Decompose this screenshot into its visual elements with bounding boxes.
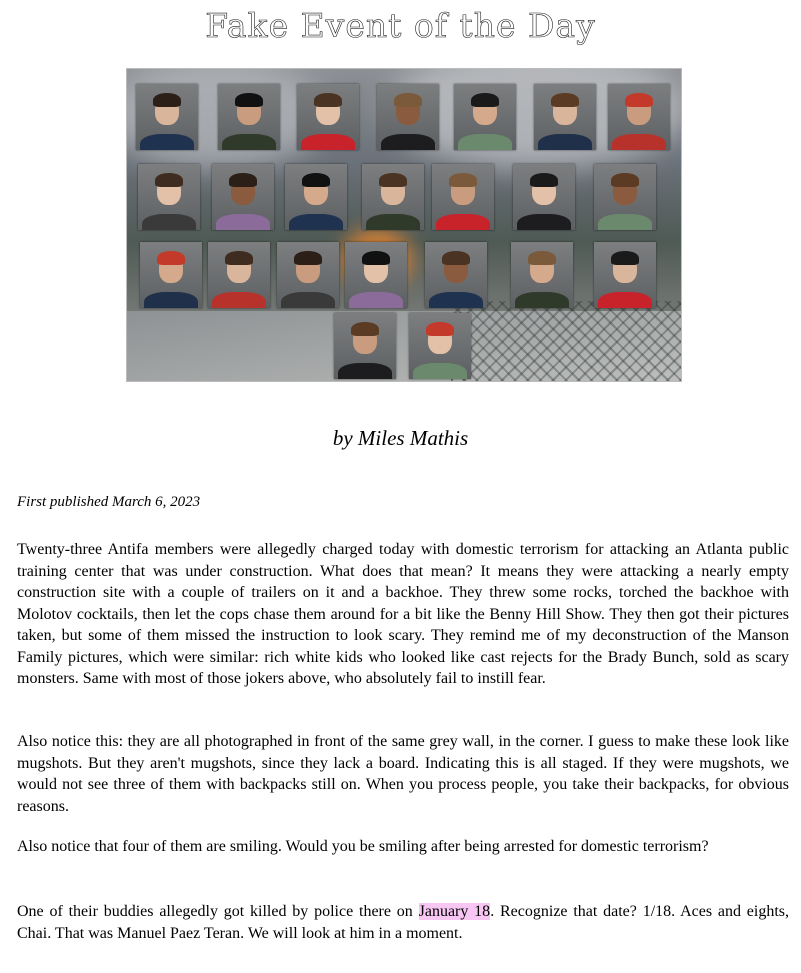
mugshot-photo bbox=[511, 242, 573, 308]
photo-shoulders bbox=[381, 134, 435, 150]
photo-hair bbox=[153, 93, 181, 107]
mugshot-photo bbox=[409, 313, 471, 379]
mugshot-photo bbox=[285, 164, 347, 230]
photo-hair bbox=[157, 251, 185, 265]
photo-shoulders bbox=[216, 214, 270, 230]
mugshot-photo bbox=[362, 164, 424, 230]
photo-hair bbox=[528, 251, 556, 265]
mugshot-photo bbox=[138, 164, 200, 230]
photo-shoulders bbox=[338, 363, 392, 379]
photo-shoulders bbox=[212, 292, 266, 308]
publish-date: First published March 6, 2023 bbox=[17, 494, 201, 510]
mugshot-photo bbox=[212, 164, 274, 230]
mugshot-photo bbox=[136, 84, 198, 150]
paragraph-3: Also notice that four of them are smiling. Would you be smiling after being arrested for domestic terrorism? bbox=[17, 838, 709, 855]
photo-shoulders bbox=[598, 214, 652, 230]
photo-hair bbox=[611, 251, 639, 265]
photo-shoulders bbox=[281, 292, 335, 308]
byline: by Miles Mathis bbox=[332, 426, 469, 450]
photo-shoulders bbox=[222, 134, 276, 150]
photo-shoulders bbox=[458, 134, 512, 150]
photo-shoulders bbox=[515, 292, 569, 308]
mugshot-photo bbox=[608, 84, 670, 150]
photo-shoulders bbox=[144, 292, 198, 308]
paragraph-4 bbox=[17, 901, 789, 944]
photo-hair bbox=[551, 93, 579, 107]
fence-area bbox=[451, 301, 681, 381]
mugshot-photo bbox=[334, 313, 396, 379]
photo-shoulders bbox=[366, 214, 420, 230]
photo-hair bbox=[449, 173, 477, 187]
photo-hair bbox=[362, 251, 390, 265]
photo-hair bbox=[229, 173, 257, 187]
mugshot-photo bbox=[513, 164, 575, 230]
photo-hair bbox=[530, 173, 558, 187]
photo-hair bbox=[302, 173, 330, 187]
photo-shoulders bbox=[349, 292, 403, 308]
mugshot-photo bbox=[345, 242, 407, 308]
photo-hair bbox=[471, 93, 499, 107]
paragraph-2: Also notice this: they are all photographed in front of the same grey wall, in the corner. I guess to make these look like mugshots. But they aren't mugshots, since they lack a board. Indicating this is all staged. If they were mugshots, we would not see three of them with backpacks still on. When you process people, you take their backpacks, for obvious reasons. bbox=[17, 733, 789, 815]
photo-hair bbox=[442, 251, 470, 265]
mugshot-photo bbox=[218, 84, 280, 150]
highlighted-date: January 18 bbox=[418, 903, 491, 920]
photo-hair bbox=[155, 173, 183, 187]
photo-shoulders bbox=[538, 134, 592, 150]
mugshot-photo bbox=[594, 164, 656, 230]
paragraph-4-end: . Recognize that date? 1/18. Aces and eights, Chai. That was Manuel Paez Teran. We will look at him in a moment. bbox=[17, 903, 790, 942]
photo-shoulders bbox=[598, 292, 652, 308]
photo-hair bbox=[625, 93, 653, 107]
photo-shoulders bbox=[429, 292, 483, 308]
photo-shoulders bbox=[142, 214, 196, 230]
mugshot-photo bbox=[425, 242, 487, 308]
photo-hair bbox=[611, 173, 639, 187]
photo-shoulders bbox=[289, 214, 343, 230]
photo-shoulders bbox=[140, 134, 194, 150]
photo-shoulders bbox=[413, 363, 467, 379]
page-title: Fake Event of the Day bbox=[205, 6, 596, 45]
photo-shoulders bbox=[436, 214, 490, 230]
mugshot-photo bbox=[454, 84, 516, 150]
photo-hair bbox=[235, 93, 263, 107]
mugshot-photo bbox=[140, 242, 202, 308]
mugshot-photo bbox=[377, 84, 439, 150]
mugshot-photo bbox=[277, 242, 339, 308]
mugshot-collage-image bbox=[126, 68, 682, 382]
mugshot-photo bbox=[297, 84, 359, 150]
photo-hair bbox=[426, 322, 454, 336]
paragraph-4-start: One of their buddies allegedly got killed by police there on bbox=[17, 903, 419, 920]
photo-hair bbox=[225, 251, 253, 265]
mugshot-photo bbox=[594, 242, 656, 308]
mugshot-photo bbox=[432, 164, 494, 230]
photo-hair bbox=[351, 322, 379, 336]
photo-hair bbox=[394, 93, 422, 107]
photo-shoulders bbox=[612, 134, 666, 150]
paragraph-1: Twenty-three Antifa members were allegedly charged today with domestic terrorism for attacking an Atlanta public training center that was under construction. What does that mean? It means they were attacking a nearly empty construction site with a couple of trailers on it and a backhoe. They threw some rocks, torched the backhoe with Molotov cocktails, then let the cops chase them around for a bit like the Benny Hill Show. They then got their pictures taken, but some of them missed the instruction to look scary. They remind me of my deconstruction of the Manson Family pictures, which were similar: rich white kids who looked like cast rejects for the Brady Bunch, sold as scary monsters. Same with most of those jokers above, who absolutely fail to instill fear. bbox=[17, 541, 789, 687]
photo-hair bbox=[314, 93, 342, 107]
photo-shoulders bbox=[301, 134, 355, 150]
mugshot-photo bbox=[208, 242, 270, 308]
photo-hair bbox=[379, 173, 407, 187]
mugshot-photo bbox=[534, 84, 596, 150]
photo-shoulders bbox=[517, 214, 571, 230]
photo-hair bbox=[294, 251, 322, 265]
